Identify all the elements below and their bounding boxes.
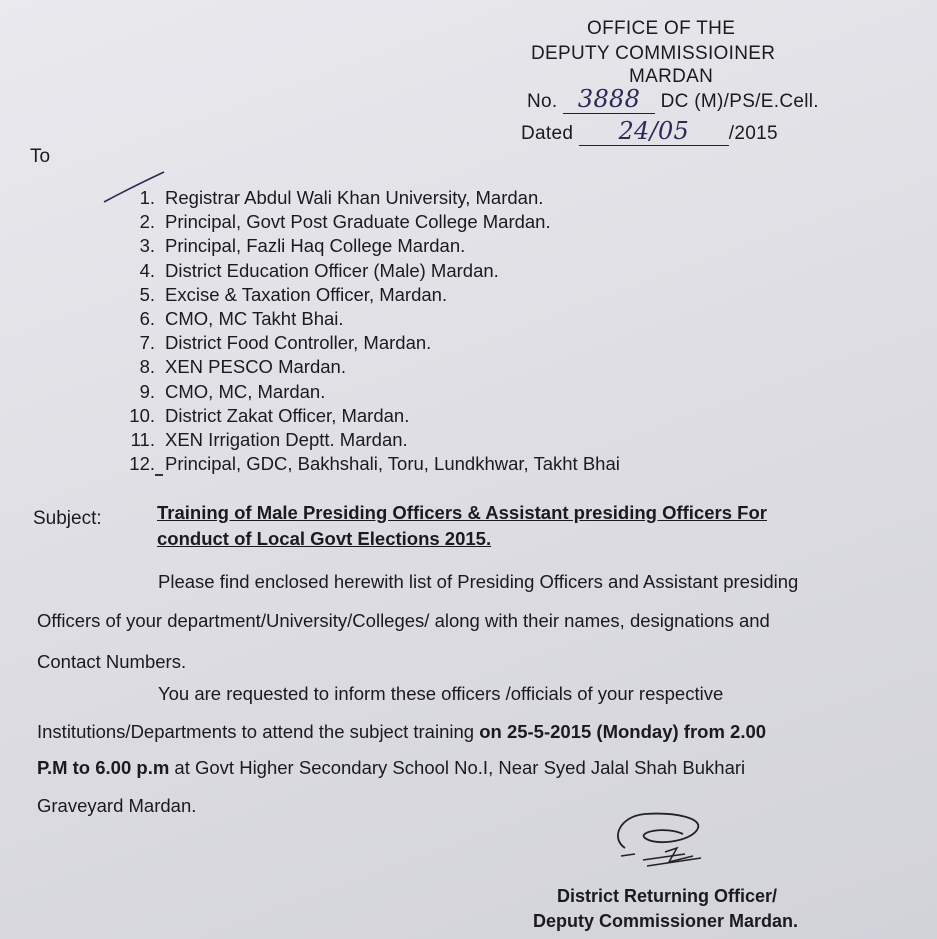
body-p2-line3-text: at Govt Higher Secondary School No.I, Near Syed Jalal Shah Bukhari	[169, 757, 746, 778]
body-p2-line4: Graveyard Mardan.	[37, 795, 197, 816]
letter-date	[521, 117, 778, 146]
body-p2-line1: You are requested to inform these officers /officials of your respective	[158, 683, 724, 704]
list-item-number: 4.	[139, 259, 155, 281]
body-p1-line3: Contact Numbers.	[37, 651, 187, 672]
list-item-text: District Food Controller, Mardan.	[165, 332, 432, 354]
list-item-text: CMO, MC, Mardan.	[165, 380, 326, 402]
list-item	[110, 211, 620, 235]
list-item-number: 11.	[130, 428, 155, 450]
list-item	[110, 453, 620, 477]
body-p2-line3-time: P.M to 6.00 p.m	[37, 757, 170, 778]
letter-number-value: 3888	[563, 85, 655, 114]
list-item	[110, 356, 620, 380]
subject-line1: Training of Male Presiding Officers & Assistant presiding Officers For	[157, 502, 767, 523]
letter-number	[527, 85, 819, 114]
letter-date-label: Dated	[521, 123, 574, 144]
list-item-number: 6.	[139, 307, 155, 329]
body-p2-line3	[37, 748, 745, 787]
signature-line2: Deputy Commissioner Mardan.	[533, 911, 799, 931]
list-item	[110, 405, 620, 429]
recipients-list	[110, 187, 620, 477]
body-p2-line2-text: Institutions/Departments to attend the subject training	[37, 721, 480, 742]
list-item	[110, 308, 620, 332]
list-item-number: 7.	[139, 332, 155, 354]
body-p2-line2	[37, 712, 766, 751]
letter-number-label: No.	[527, 91, 558, 112]
list-item	[110, 381, 620, 405]
list-item-number: 5.	[139, 283, 155, 305]
list-item-text: Registrar Abdul Wali Khan University, Mardan.	[165, 187, 544, 208]
list-item-number: 12.	[129, 453, 155, 475]
office-title-line3: MARDAN	[629, 66, 714, 87]
list-item	[110, 332, 620, 356]
letter-date-suffix: /2015	[728, 123, 778, 144]
body-p2-line2-date: on 25-5-2015 (Monday) from 2.00	[479, 721, 767, 742]
list-item-number: 9.	[139, 380, 155, 402]
office-title-line1: OFFICE OF THE	[587, 18, 736, 39]
small-dash-mark	[155, 474, 163, 476]
to-label: To	[30, 146, 51, 167]
list-item-number: 2.	[139, 211, 155, 233]
list-item-text: XEN Irrigation Deptt. Mardan.	[165, 428, 408, 450]
letter-number-suffix: DC (M)/PS/E.Cell.	[660, 91, 819, 112]
list-item	[110, 235, 620, 259]
list-item-text: Excise & Taxation Officer, Mardan.	[165, 283, 448, 305]
subject-line2: conduct of Local Govt Elections 2015.	[157, 528, 492, 549]
list-item-text: District Education Officer (Male) Mardan.	[165, 259, 499, 281]
letter-date-value: 24/05	[579, 117, 729, 146]
list-item	[110, 187, 620, 211]
list-item-text: District Zakat Officer, Mardan.	[165, 404, 410, 426]
list-item	[110, 260, 620, 284]
list-item-text: Principal, GDC, Bakhshali, Toru, Lundkhwar, Takht Bhai	[165, 453, 620, 475]
list-item	[110, 429, 620, 453]
subject-label: Subject:	[33, 508, 102, 529]
list-item-number: 1.	[139, 187, 155, 208]
list-item-text: XEN PESCO Mardan.	[165, 356, 346, 378]
handwritten-signature	[605, 808, 725, 873]
list-item-number: 8.	[139, 356, 155, 378]
list-item-number: 10.	[129, 404, 155, 426]
office-title-line2: DEPUTY COMMISSIOINER	[531, 43, 776, 64]
signature-line1: District Returning Officer/	[557, 886, 778, 906]
list-item-text: Principal, Govt Post Graduate College Mardan.	[165, 211, 551, 233]
list-item	[110, 284, 620, 308]
list-item-number: 3.	[139, 235, 155, 257]
body-p1-line2: Officers of your department/University/Colleges/ along with their names, designations and	[37, 610, 770, 631]
body-p1-line1: Please find enclosed herewith list of Presiding Officers and Assistant presiding	[158, 571, 799, 592]
list-item-text: CMO, MC Takht Bhai.	[165, 307, 344, 329]
list-item-text: Principal, Fazli Haq College Mardan.	[165, 235, 466, 257]
